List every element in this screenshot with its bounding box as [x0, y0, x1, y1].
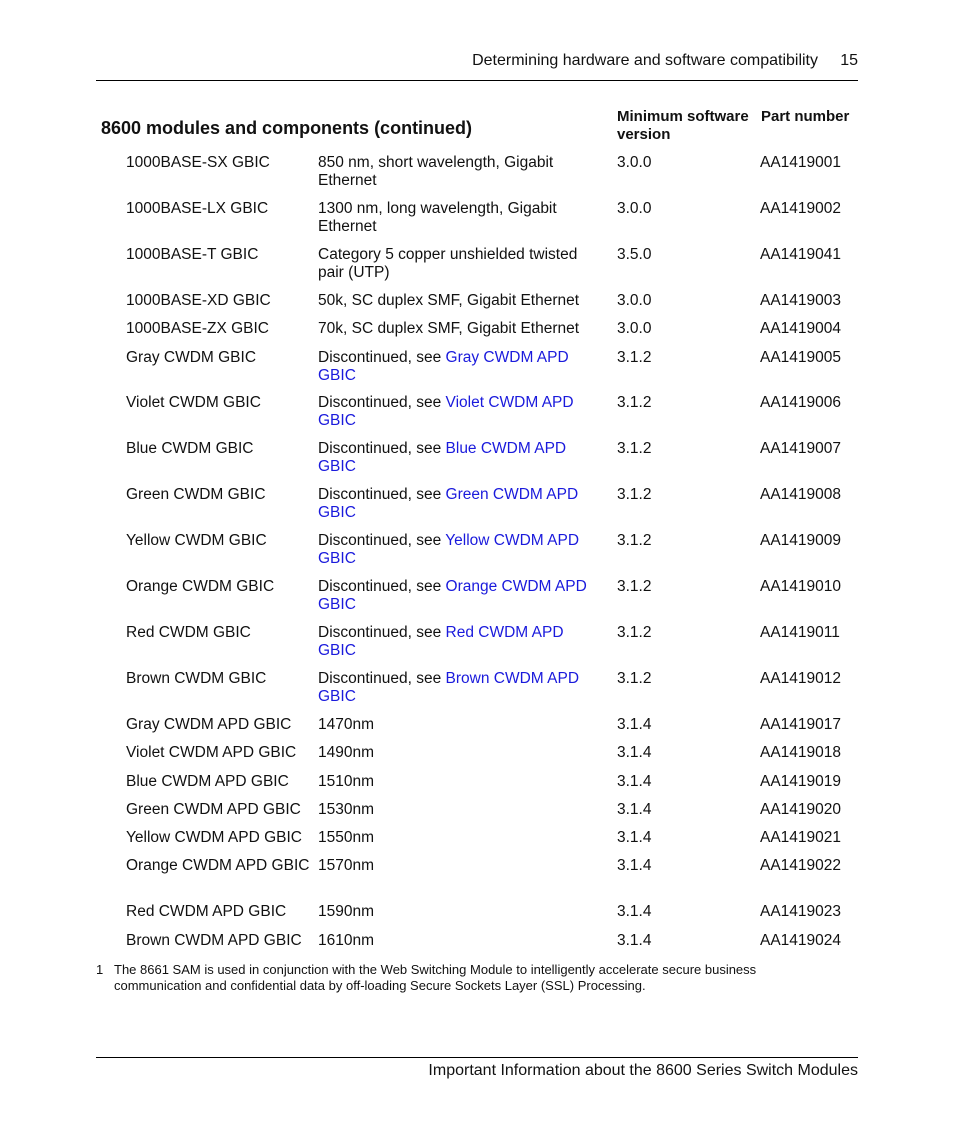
min-software-version: 3.1.4 [617, 716, 652, 733]
description-text: Discontinued, see [318, 440, 446, 457]
part-number: AA1419021 [760, 829, 842, 846]
component-description [318, 292, 603, 310]
component-description [318, 532, 603, 568]
part-number: AA1419007 [760, 440, 842, 457]
component-name: Blue CWDM GBIC [126, 440, 254, 457]
component-name: Green CWDM GBIC [126, 486, 266, 503]
footnote-text: The 8661 SAM is used in conjunction with the Web Switching Module to intelligently accelerate secure business communication and confidential data by off-loading Secure Sockets Layer (SSL) Processing. [114, 962, 757, 993]
component-name: Yellow CWDM GBIC [126, 532, 267, 549]
component-description [318, 857, 603, 875]
min-software-version: 3.1.2 [617, 532, 652, 549]
min-software-version: 3.1.2 [617, 394, 652, 411]
description-text: Discontinued, see [318, 532, 446, 549]
section-title: 8600 modules and components (continued) [101, 118, 473, 138]
component-name: Gray CWDM GBIC [126, 349, 257, 366]
min-software-version: 3.1.2 [617, 578, 652, 595]
min-software-version: 3.1.2 [617, 440, 652, 457]
description-text: Discontinued, see [318, 349, 446, 366]
component-name: Brown CWDM APD GBIC [126, 932, 302, 949]
min-software-version: 3.1.4 [617, 857, 652, 874]
part-number: AA1419017 [760, 716, 842, 733]
part-number: AA1419004 [760, 320, 842, 337]
description-text: 1490nm [318, 744, 375, 761]
description-link[interactable]: Brown CWDM APD GBIC [318, 670, 580, 705]
component-name: 1000BASE-ZX GBIC [126, 320, 270, 337]
component-name: Blue CWDM APD GBIC [126, 773, 289, 790]
component-name: 1000BASE-T GBIC [126, 246, 259, 263]
min-software-version: 3.1.2 [617, 624, 652, 641]
description-text: Discontinued, see [318, 394, 446, 411]
header-title: Determining hardware and software compatibility [472, 52, 818, 69]
min-software-version: 3.1.2 [617, 670, 652, 687]
min-software-version: 3.1.4 [617, 932, 652, 949]
component-name: Red CWDM APD GBIC [126, 903, 287, 920]
page-number: 15 [840, 52, 858, 69]
footnote-number: 1 [96, 962, 104, 977]
component-description [318, 440, 603, 476]
description-text: 1470nm [318, 716, 375, 733]
min-software-version: 3.1.2 [617, 349, 652, 366]
component-name: Orange CWDM GBIC [126, 578, 275, 595]
part-number: AA1419012 [760, 670, 842, 687]
description-link[interactable]: Yellow CWDM APD GBIC [318, 532, 580, 567]
description-text: 50k, SC duplex SMF, Gigabit Ethernet [318, 292, 580, 309]
min-software-version: 3.0.0 [617, 154, 652, 171]
part-number: AA1419041 [760, 246, 842, 263]
component-name: Brown CWDM GBIC [126, 670, 267, 687]
part-number: AA1419018 [760, 744, 842, 761]
description-text: 1550nm [318, 829, 375, 846]
description-link[interactable]: Red CWDM APD GBIC [318, 624, 564, 659]
min-software-version: 3.1.4 [617, 773, 652, 790]
part-number: AA1419023 [760, 903, 842, 920]
min-software-version: 3.1.2 [617, 486, 652, 503]
component-name: Gray CWDM APD GBIC [126, 716, 292, 733]
part-number: AA1419009 [760, 532, 842, 549]
component-description [318, 246, 603, 282]
component-description [318, 773, 603, 791]
component-description [318, 932, 603, 950]
part-number: AA1419024 [760, 932, 842, 949]
part-number: AA1419022 [760, 857, 842, 874]
description-text: Category 5 copper unshielded twisted pair (UTP) [318, 246, 578, 281]
component-description [318, 624, 603, 660]
description-link[interactable]: Green CWDM APD GBIC [318, 486, 579, 521]
column-header-min-software-label: Minimum software version [617, 108, 749, 143]
description-link[interactable]: Blue CWDM APD GBIC [318, 440, 567, 475]
component-name: Violet CWDM GBIC [126, 394, 261, 411]
page-footer [96, 1057, 858, 1079]
component-description [318, 200, 603, 236]
footer-title: Important Information about the 8600 Series Switch Modules [428, 1062, 858, 1079]
description-text: 1300 nm, long wavelength, Gigabit Ethernet [318, 200, 557, 235]
component-description [318, 320, 603, 338]
component-name: Orange CWDM APD GBIC [126, 857, 310, 874]
description-text: 1610nm [318, 932, 375, 949]
component-name: 1000BASE-SX GBIC [126, 154, 270, 171]
component-description [318, 716, 603, 734]
description-link[interactable]: Violet CWDM APD GBIC [318, 394, 574, 429]
description-link[interactable]: Gray CWDM APD GBIC [318, 349, 569, 384]
min-software-version: 3.0.0 [617, 292, 652, 309]
component-description [318, 578, 603, 614]
component-description [318, 154, 603, 190]
component-name: Red CWDM GBIC [126, 624, 251, 641]
description-text: Discontinued, see [318, 578, 446, 595]
component-description [318, 801, 603, 819]
description-text: 1570nm [318, 857, 375, 874]
component-name: Violet CWDM APD GBIC [126, 744, 297, 761]
component-name: 1000BASE-LX GBIC [126, 200, 269, 217]
component-description [318, 394, 603, 430]
description-text: Discontinued, see [318, 624, 446, 641]
description-text: 1530nm [318, 801, 375, 818]
part-number: AA1419008 [760, 486, 842, 503]
part-number: AA1419010 [760, 578, 842, 595]
component-name: 1000BASE-XD GBIC [126, 292, 271, 309]
part-number: AA1419001 [760, 154, 842, 171]
min-software-version: 3.1.4 [617, 744, 652, 761]
min-software-version: 3.1.4 [617, 829, 652, 846]
part-number: AA1419002 [760, 200, 842, 217]
part-number: AA1419011 [760, 624, 840, 641]
description-text: Discontinued, see [318, 486, 446, 503]
component-description [318, 829, 603, 847]
part-number: AA1419006 [760, 394, 842, 411]
component-description [318, 349, 603, 385]
component-description [318, 744, 603, 762]
page-header [96, 50, 858, 81]
component-name: Green CWDM APD GBIC [126, 801, 301, 818]
min-software-version: 3.0.0 [617, 200, 652, 217]
description-text: 1590nm [318, 903, 375, 920]
column-header-part-number: Part number [761, 108, 850, 125]
min-software-version: 3.1.4 [617, 801, 652, 818]
part-number: AA1419003 [760, 292, 842, 309]
description-text: 1510nm [318, 773, 375, 790]
component-description [318, 903, 603, 921]
min-software-version: 3.1.4 [617, 903, 652, 920]
min-software-version: 3.0.0 [617, 320, 652, 337]
min-software-version: 3.5.0 [617, 246, 652, 263]
component-name: Yellow CWDM APD GBIC [126, 829, 302, 846]
description-text: 850 nm, short wavelength, Gigabit Ethernet [318, 154, 554, 189]
component-description [318, 486, 603, 522]
description-text: Discontinued, see [318, 670, 446, 687]
description-text: 70k, SC duplex SMF, Gigabit Ethernet [318, 320, 580, 337]
part-number: AA1419019 [760, 773, 842, 790]
component-description [318, 670, 603, 706]
part-number: AA1419020 [760, 801, 842, 818]
column-header-min-software [617, 108, 752, 144]
description-link[interactable]: Orange CWDM APD GBIC [318, 578, 587, 613]
part-number: AA1419005 [760, 349, 842, 366]
